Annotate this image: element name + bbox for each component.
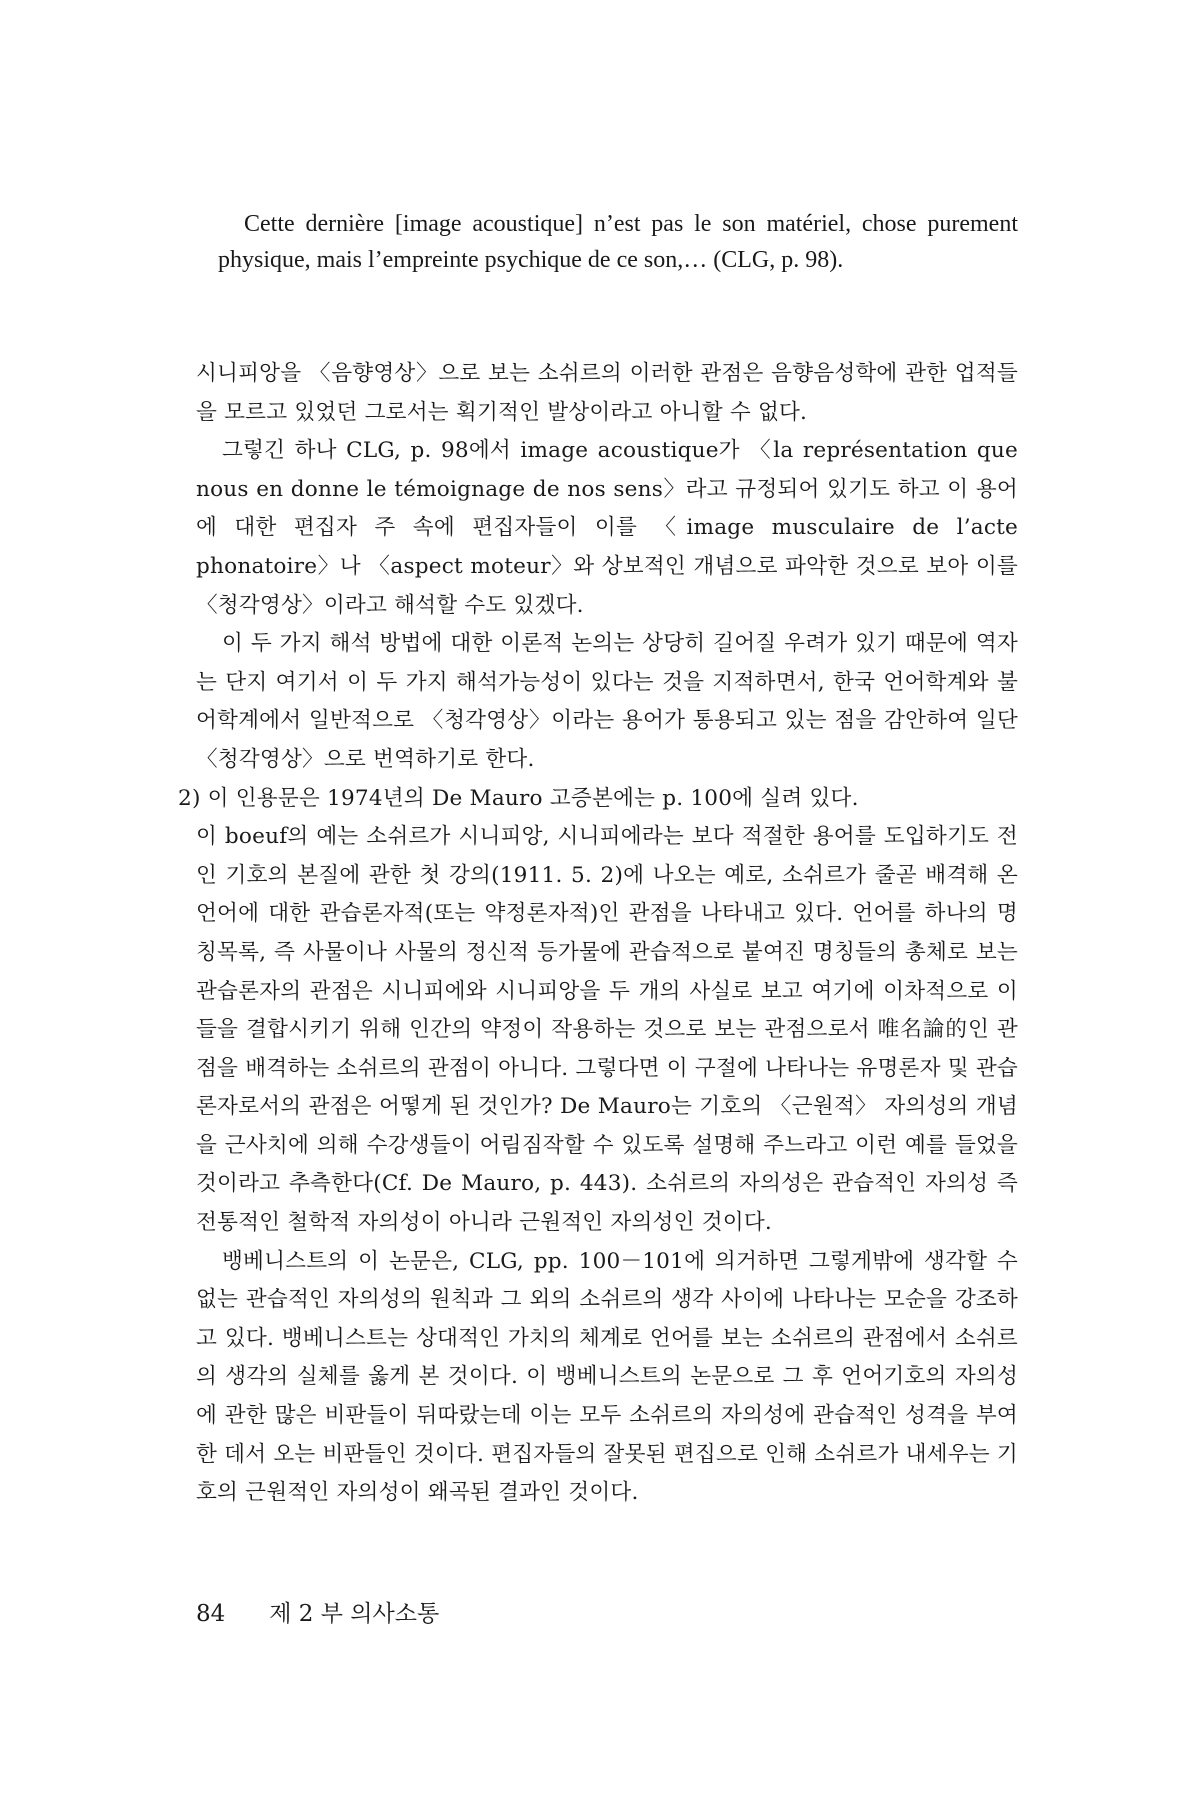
notes-body (178, 355, 1019, 1513)
paragraph: 뱅베니스트의 이 논문은, CLG, pp. 100－101에 의거하면 그렇게밖에 생각할 수 없는 관습적인 자의성의 원칙과 그 외의 소쉬르의 생각 사이에 나타나는 모순을 강조하고 있다. 뱅베니스트는 상대적인 가치의 체계로 언어를 보는 소쉬르의 관점에서 소쉬르의 생각의 실체를 옳게 본 것이다. 이 뱅베니스트의 논문으로 그 후 언어기호의 자의성에 관한 많은 비판들이 뒤따랐는데 이는 모두 소쉬르의 자의성에 관습적인 성격을 부여한 데서 오는 비판들인 것이다. 편집자들의 잘못된 편집으로 인해 소쉬르가 내세우는 기호의 근원적인 자의성이 왜곡된 결과인 것이다. (196, 1248, 1018, 1506)
paragraph: 시니피앙을 〈음향영상〉으로 보는 소쉬르의 이러한 관점은 음향음성학에 관한 업적들을 모르고 있었던 그로서는 획기적인 발상이라고 아니할 수 없다. (196, 361, 1018, 425)
page-number: 84 (196, 1601, 226, 1627)
section-title: 제 2 부 의사소통 (269, 1601, 440, 1627)
footnote-2: 2) 이 인용문은 1974년의 De Mauro 고증본에는 p. 100에 실려 있다. (178, 785, 859, 811)
french-quotation: Cette dernière [image acoustique] n’est pas le son matériel, chose purement physique, mais l’empreinte psychique de ce son,… (CLG, p. 98). (218, 211, 1018, 273)
paragraph: 그렇긴 하나 CLG, p. 98에서 image acoustique가 〈la représentation que nous en donne le témoignage de nos sens〉라고 규정되어 있기도 하고 이 용어에 대한 편집자 주 속에 편집자들이 이를 〈image musculaire de l’acte phonatoire〉나 〈aspect moteur〉와 상보적인 개념으로 파악한 것으로 보아 이를 〈청각영상〉이라고 해석할 수도 있겠다. (196, 438, 1018, 618)
paragraph: 이 두 가지 해석 방법에 대한 이론적 논의는 상당히 길어질 우려가 있기 때문에 역자는 단지 여기서 이 두 가지 해석가능성이 있다는 것을 지적하면서, 한국 언어학계와 불어학계에서 일반적으로 〈청각영상〉이라는 용어가 통용되고 있는 점을 감안하여 일단 〈청각영상〉으로 번역하기로 한다. (196, 631, 1019, 772)
page-footer (196, 1598, 439, 1630)
paragraph: 이 boeuf의 예는 소쉬르가 시니피앙, 시니피에라는 보다 적절한 용어를 도입하기도 전인 기호의 본질에 관한 첫 강의(1911. 5. 2)에 나오는 예로, 소쉬르가 줄곧 배격해 온 언어에 대한 관습론자적(또는 약정론자적)인 관점을 나타내고 있다. 언어를 하나의 명칭목록, 즉 사물이나 사물의 정신적 등가물에 관습적으로 붙여진 명칭들의 총체로 보는 관습론자의 관점은 시니피에와 시니피앙을 두 개의 사실로 보고 여기에 이차적으로 이들을 결합시키기 위해 인간의 약정이 작용하는 것으로 보는 관점으로서 唯名論的인 관점을 배격하는 소쉬르의 관점이 아니다. 그렇다면 이 구절에 나타나는 유명론자 및 관습론자로서의 관점은 어떻게 된 것인가? De Mauro는 기호의 〈근원적〉 자의성의 개념을 근사치에 의해 수강생들이 어림짐작할 수 있도록 설명해 주느라고 이런 예를 들었을 것이라고 추측한다(Cf. De Mauro, p. 443). 소쉬르의 자의성은 관습적인 자의성 즉 전통적인 철학적 자의성이 아니라 근원적인 자의성인 것이다. (196, 824, 1018, 1236)
